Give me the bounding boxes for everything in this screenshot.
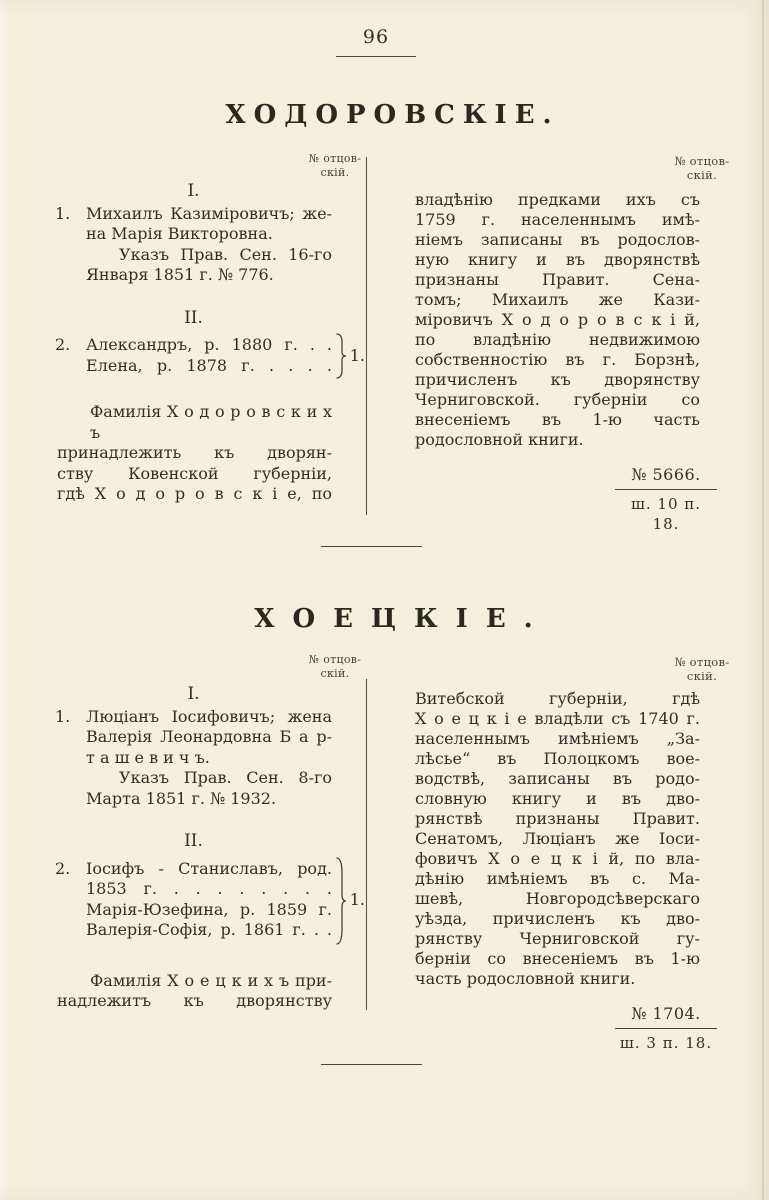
- grouping-brace: [335, 333, 347, 379]
- paternal-number-header: № отцов- скій.: [308, 152, 362, 179]
- body-text: владѣнію предками ихъ съ 1759 г. населеннымъ имѣ- ніемъ записаны въ родослов- ную книгу и въ дворянствѣ признаны Правит. Сена- томъ; Михаилъ же Кази- міровичъ Х о д о р о в с к і й, по владѣнію недвижимою собственностію въ г. Борзнѣ, причисленъ къ дворянству Черниговской. губерніи со внесеніемъ въ 1-ю часть родословной книги.: [415, 190, 700, 449]
- entry-text: Александръ, р. 1880 г. . . Елена, р. 1878 г. . . . .: [86, 335, 332, 375]
- grouping-brace: [335, 857, 347, 945]
- shelf-code: ш. 3 п. 18.: [619, 1034, 713, 1052]
- paternal-number-header: № отцов- скій.: [674, 154, 730, 182]
- entry-number: 2.: [55, 335, 71, 354]
- left-column-section-2: [55, 684, 365, 1012]
- generation-heading: I.: [187, 181, 200, 201]
- family-note: Фамилія Х о е ц к и х ъ при- надлежитъ къ дворянству: [57, 970, 332, 1010]
- person-entry: [55, 204, 332, 286]
- person-entry: [55, 858, 365, 941]
- register-reference: [615, 465, 717, 534]
- paternal-number-header: № отцов- скій.: [674, 655, 730, 683]
- page-edge-shadow: [762, 0, 764, 1200]
- entry-number: 1.: [55, 203, 71, 223]
- section-title-khodorovskie: ХОДОРОВСКІЕ.: [225, 100, 560, 130]
- left-column-section-1: [55, 181, 365, 505]
- family-note: Фамилія Х о д о р о в с к и х ъ принадлежить къ дворян- ству Ковенской губерніи, гдѣ Х о д о р о в с к і е, по: [57, 402, 332, 503]
- shelf-code: ш. 10 п. 18.: [630, 495, 702, 533]
- right-column-section-1: [415, 190, 700, 534]
- person-entry: [55, 707, 332, 810]
- father-number-label: 1.: [349, 889, 365, 909]
- section-title-khoetskie: ХОЕЦКІЕ.: [254, 604, 551, 634]
- entry-number: 2.: [55, 858, 71, 878]
- entry-text: Михаилъ Казиміровичъ; же- на Марія Викторовна. Указъ Прав. Сен. 16-го Января 1851 г. № 776.: [86, 203, 332, 284]
- column-rule: [366, 157, 367, 515]
- generation-heading: II.: [184, 307, 203, 328]
- entry-text: Іосифъ - Станиславъ, род. 1853 г. . . . . . . . . Марія-Юзефина, р. 1859 г. Валерія-Софія, р. 1861 г. . .: [86, 858, 332, 939]
- father-number-label: 1.: [349, 345, 365, 365]
- entry-number: 1.: [55, 706, 71, 726]
- section-divider: [321, 546, 422, 547]
- body-text: Витебской губерніи, гдѣ Х о е ц к і е владѣли съ 1740 г. населеннымъ имѣніемъ „За- лѣсье“ въ Полоцкомъ вое- водствѣ, записаны въ родо- словную книгу и въ дво- рянствѣ признаны Правит. Сенатомъ, Люціанъ же Іоси- фовичъ Х о е ц к і й, по вла- дѣнію имѣніемъ въ с. Ма- шевѣ, Новгородсѣверскаго уѣзда, причисленъ къ дво- рянству Черниговской гу- берніи со внесеніемъ въ 1-ю часть родословной книги.: [415, 689, 700, 988]
- register-number: № 5666.: [631, 465, 701, 484]
- page-number: 96: [336, 26, 416, 57]
- entry-text: Люціанъ Іосифовичъ; жена Валерія Леонардовна Б а р- т а ш е в и ч ъ. Указъ Прав. Сен. 8-го Марта 1851 г. № 1932.: [86, 706, 332, 808]
- paternal-number-header: № отцов- скій.: [308, 653, 362, 680]
- register-number: № 1704.: [631, 1004, 701, 1023]
- generation-heading: I.: [187, 684, 200, 704]
- person-entry: [55, 335, 365, 376]
- right-column-section-2: [415, 689, 713, 1053]
- generation-heading: II.: [184, 831, 203, 851]
- column-rule: [366, 679, 367, 1010]
- end-divider: [321, 1064, 422, 1065]
- register-reference: [615, 1004, 717, 1053]
